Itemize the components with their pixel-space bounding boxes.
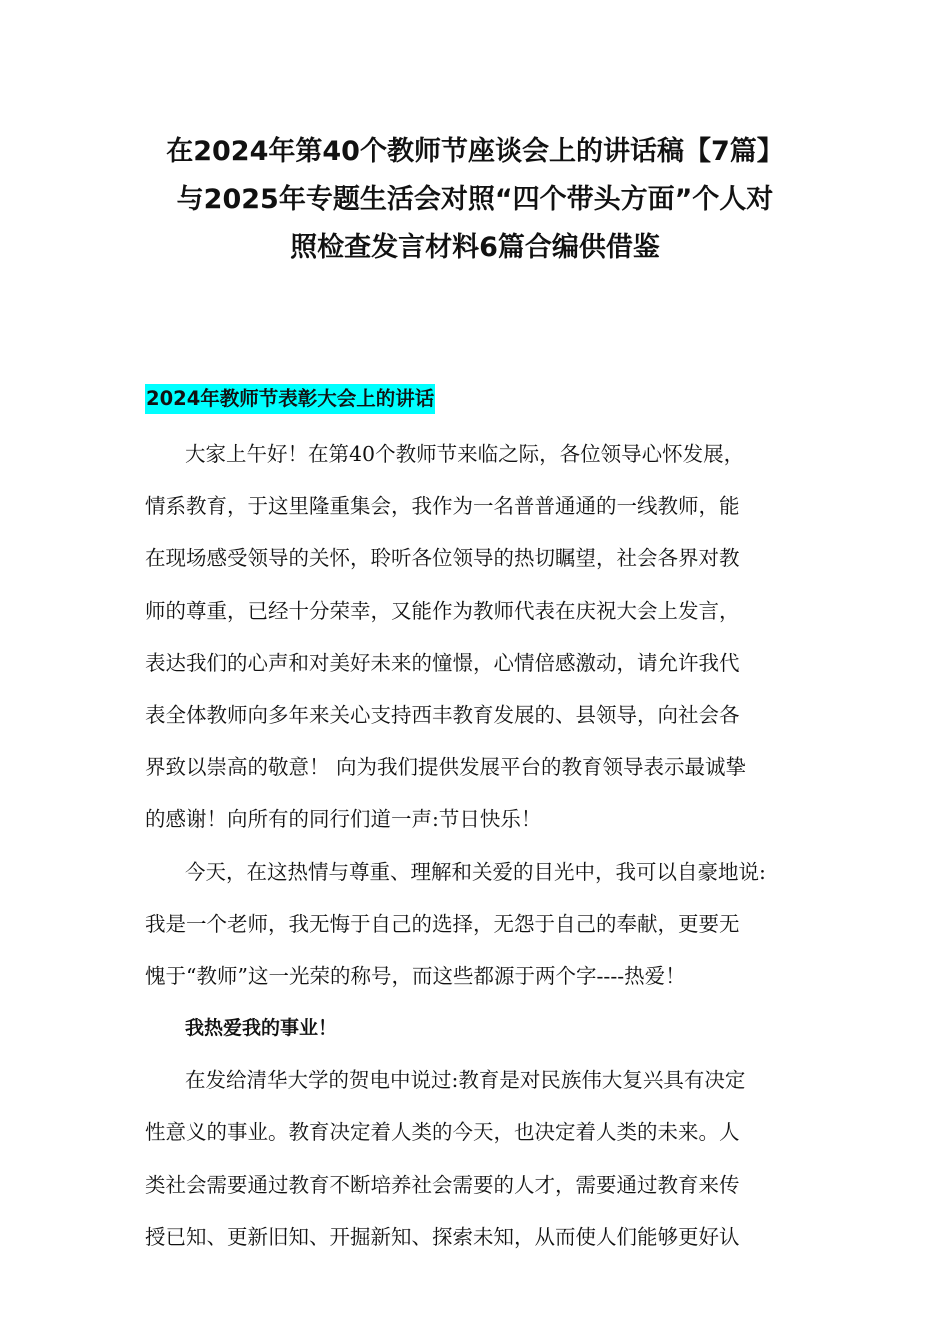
- text-line: 的感谢！向所有的同行们道一声:节日快乐！: [145, 807, 542, 832]
- paragraph-1: [145, 428, 815, 846]
- text-line: 授已知、更新旧知、开掘新知、探索未知，从而使人们能够更好认: [145, 1224, 740, 1249]
- text-line: 师的尊重，已经十分荣幸，又能作为教师代表在庆祝大会上发言，: [145, 598, 740, 623]
- paragraph-3: [145, 1054, 815, 1263]
- document-title: [130, 128, 820, 272]
- text-line: 性意义的事业。教育决定着人类的今天，也决定着人类的未来。人: [145, 1120, 740, 1145]
- subheading-paragraph: [145, 1002, 815, 1054]
- text-line: 愧于“教师”这一光荣的称号，而这些都源于两个字----热爱！: [145, 963, 686, 988]
- title-line: 与2025年专题生活会对照“四个带头方面”个人对: [176, 184, 774, 215]
- text-line: 今天，在这热情与尊重、理解和关爱的目光中，我可以自豪地说:: [185, 859, 766, 884]
- subheading: 我热爱我的事业！: [185, 1017, 338, 1040]
- text-line: 表全体教师向多年来关心支持西丰教育发展的、县领导，向社会各: [145, 702, 740, 727]
- text-line: 大家上午好！在第40个教师节来临之际，各位领导心怀发展，: [185, 442, 745, 466]
- section-heading: 2024年教师节表彰大会上的讲话: [145, 384, 435, 414]
- text-line: 在发给清华大学的贺电中说过:教育是对民族伟大复兴具有决定: [185, 1068, 746, 1093]
- paragraph-2: [145, 846, 815, 1003]
- text-line: 类社会需要通过教育不断培养社会需要的人才，需要通过教育来传: [145, 1172, 740, 1197]
- text-line: 界致以崇高的敬意！ 向为我们提供发展平台的教育领导表示最诚挚: [145, 755, 747, 780]
- text-line: 情系教育，于这里隆重集会，我作为一名普普通通的一线教师，能: [145, 494, 740, 519]
- text-line: 在现场感受领导的关怀，聆听各位领导的热切瞩望，社会各界对教: [145, 546, 740, 571]
- document-body: [145, 428, 815, 1263]
- title-line: 在2024年第40个教师节座谈会上的讲话稿【7篇】: [166, 136, 784, 167]
- text-line: 我是一个老师，我无悔于自己的选择，无怨于自己的奉献，更要无: [145, 911, 740, 936]
- title-line: 照检查发言材料6篇合编供借鉴: [290, 232, 660, 263]
- text-line: 表达我们的心声和对美好未来的憧憬，心情倍感激动，请允许我代: [145, 650, 740, 675]
